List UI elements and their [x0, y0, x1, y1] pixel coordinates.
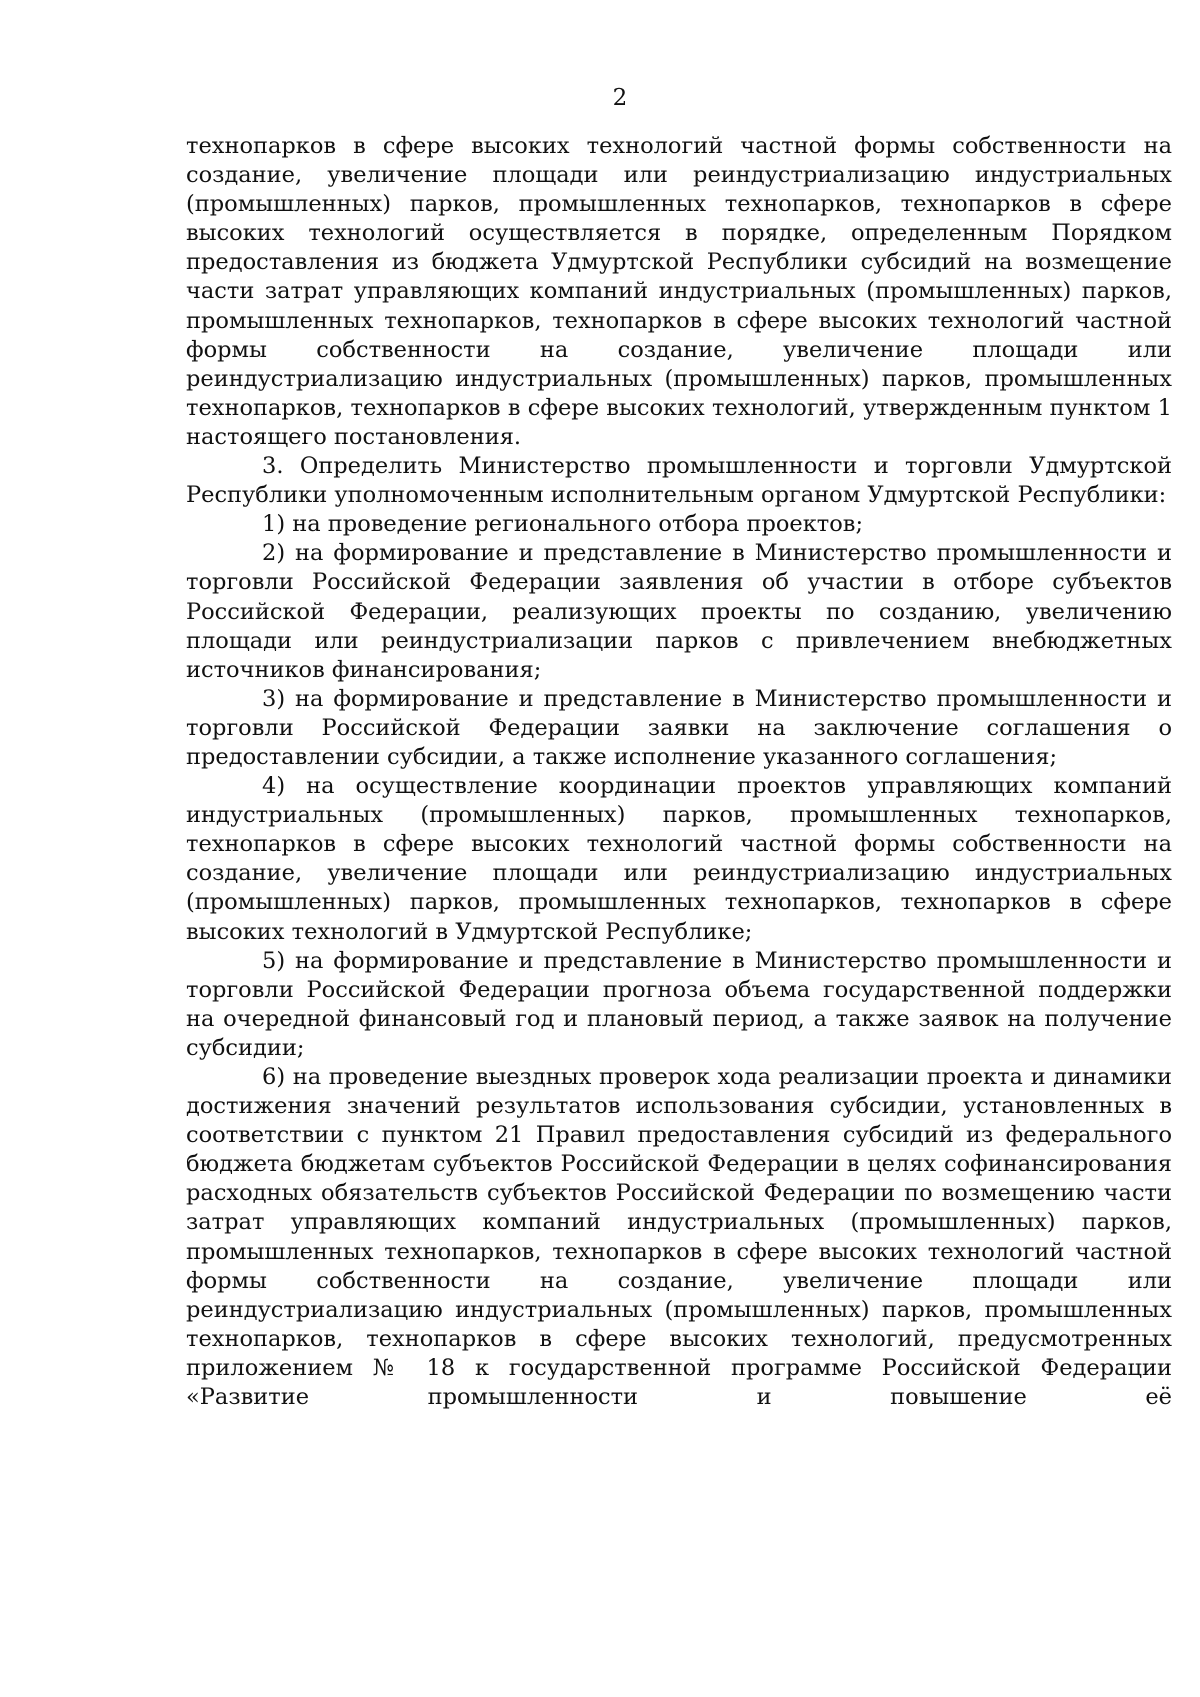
paragraph-subitem-6: 6) на проведение выездных проверок хода реализации проекта и динамики достижения значений результатов использования субсидии, установленных в соответствии с пунктом 21 Правил предоставления субсидий из федерального бюджета бюджетам субъектов Российской Федерации в целях софинансирования расходных обязательств субъектов Российской Федерации по возмещению части затрат управляющих компаний индустриальных (промышленных) парков, промышленных технопарков, технопарков в сфере высоких технологий частной формы собственности на создание, увеличение площади или реиндустриализацию индустриальных (промышленных) парков, промышленных технопарков, технопарков в сфере высоких технологий, предусмотренных приложением № 18 к государственной программе Российской Федерации «Развитие промышленности и повышение её — [186, 1064, 1172, 1411]
page-number: 2 — [612, 85, 628, 111]
paragraph-continuation: технопарков в сфере высоких технологий частной формы собственности на создание, увеличение площади или реиндустриализацию индустриальных (промышленных) парков, промышленных технопарков, технопарков в сфере высоких технологий осуществляется в порядке, определенным Порядком предоставления из бюджета Удмуртской Республики субсидий на возмещение части затрат управляющих компаний индустриальных (промышленных) парков, промышленных технопарков, технопарков в сфере высоких технологий частной формы собственности на создание, увеличение площади или реиндустриализацию индустриальных (промышленных) парков, промышленных технопарков, технопарков в сфере высоких технологий, утвержденным пунктом 1 настоящего постановления. — [186, 133, 1172, 450]
paragraph-item-3: 3. Определить Министерство промышленности и торговли Удмуртской Республики уполномоченным исполнительным органом Удмуртской Республики: — [186, 453, 1172, 509]
document-body — [186, 132, 1172, 1412]
paragraph-subitem-4: 4) на осуществление координации проектов управляющих компаний индустриальных (промышленных) парков, промышленных технопарков, технопарков в сфере высоких технологий частной формы собственности на создание, увеличение площади или реиндустриализацию индустриальных (промышленных) парков, промышленных технопарков, технопарков в сфере высоких технологий в Удмуртской Республике; — [186, 773, 1172, 945]
paragraph-subitem-2: 2) на формирование и представление в Министерство промышленности и торговли Российской Федерации заявления об участии в отборе субъектов Российской Федерации, реализующих проекты по созданию, увеличению площади или реиндустриализации парков с привлечением внебюджетных источников финансирования; — [186, 540, 1172, 683]
paragraph-subitem-1: 1) на проведение регионального отбора проектов; — [262, 511, 864, 538]
paragraph-subitem-5: 5) на формирование и представление в Министерство промышленности и торговли Российской Федерации прогноза объема государственной поддержки на очередной финансовый год и плановый период, а также заявок на получение субсидии; — [186, 947, 1172, 1061]
paragraph-subitem-3: 3) на формирование и представление в Министерство промышленности и торговли Российской Федерации заявки на заключение соглашения о предоставлении субсидии, а также исполнение указанного соглашения; — [186, 685, 1172, 770]
